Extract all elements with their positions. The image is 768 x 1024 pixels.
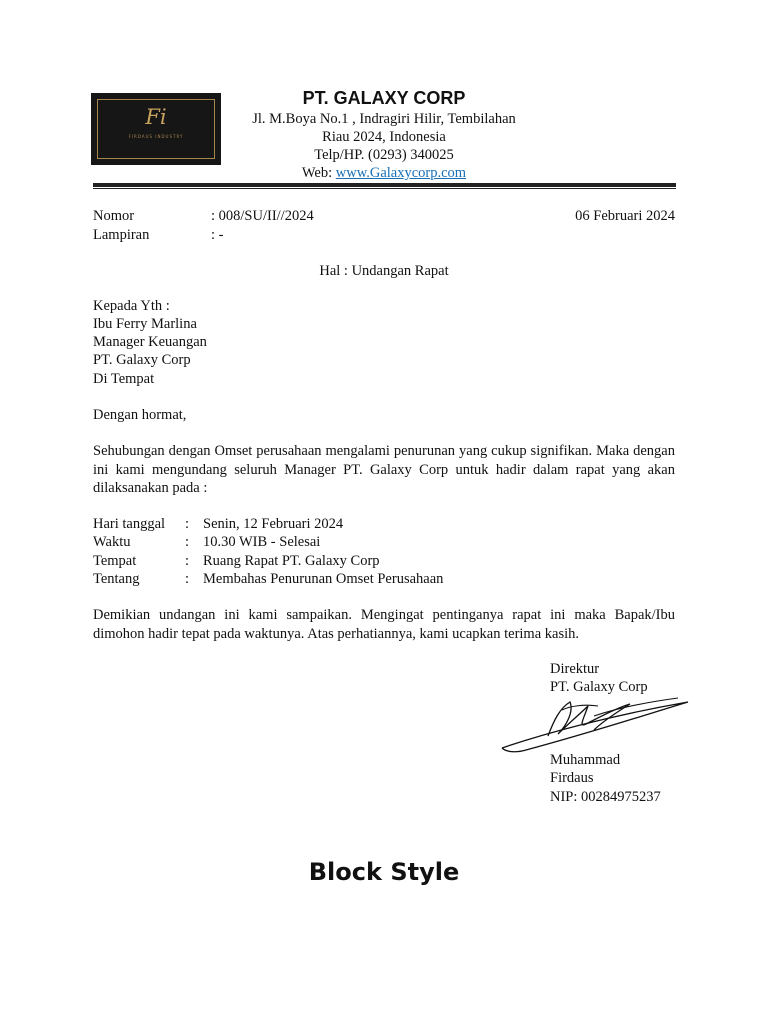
lampiran-label: Lampiran [93,227,150,243]
company-logo [91,93,221,165]
closing-paragraph: Demikian undangan ini kami sampaikan. Mengingat pentinganya rapat ini maka Bapak/Ibu dimohon hadir tepat pada waktunya. Atas perhatiannya, kami ucapkan terima kasih. [93,607,675,642]
letter-date: 06 Februari 2024 [575,208,675,224]
address-line-2: Riau 2024, Indonesia [322,129,446,145]
company-name: PT. GALAXY CORP [302,88,466,108]
detail-separator: : [185,553,190,569]
subject-line: Hal : Undangan Rapat [319,263,449,279]
page-caption: Block Style [308,858,460,886]
detail-value: Membahas Penurunan Omset Perusahaan [203,571,444,587]
detail-label: Waktu [93,534,131,550]
lampiran-value: : - [211,227,224,243]
nomor-label: Nomor [93,208,135,224]
logo-initials: Fi [145,105,167,129]
detail-label: Tempat [93,553,137,569]
signatory-company: PT. Galaxy Corp [550,679,648,695]
address-line-1: Jl. M.Boya No.1 , Indragiri Hilir, Tembilahan [252,111,516,127]
recipient-line: Manager Keuangan [93,334,207,350]
detail-value: Senin, 12 Februari 2024 [203,516,344,532]
letterhead-rule-thick [93,183,676,187]
phone-line: Telp/HP. (0293) 340025 [314,147,454,163]
signatory-nip: NIP: 00284975237 [550,789,661,805]
detail-label: Tentang [93,571,140,587]
detail-separator: : [185,571,190,587]
nomor-value: : 008/SU/II//2024 [211,208,314,224]
web-line [240,164,528,183]
logo-tagline: FIRDAUS INDUSTRY [128,134,184,139]
detail-value: 10.30 WIB - Selesai [203,534,321,550]
signatory-position: Direktur [550,661,600,677]
body-paragraph-1: Sehubungan dengan Omset perusahaan mengalami penurunan yang cukup signifikan. Maka dengan ini kami mengundang seluruh Manager PT. Galaxy Corp untuk hadir dalam rapat yang akan dilaksanakan pada : [93,443,675,496]
recipient-line: Kepada Yth : [93,298,170,314]
detail-separator: : [185,516,190,532]
detail-separator: : [185,534,190,550]
greeting: Dengan hormat, [93,407,187,423]
recipient-line: Di Tempat [93,371,155,387]
web-link[interactable]: www.Galaxycorp.com [335,165,467,181]
detail-label: Hari tanggal [93,516,166,532]
letterhead-rule-thin [93,188,676,189]
signatory-name-line-1: Muhammad [550,752,621,768]
signatory-name-line-2: Firdaus [550,770,594,786]
recipient-line: PT. Galaxy Corp [93,352,191,368]
handwritten-signature [498,694,698,758]
detail-value: Ruang Rapat PT. Galaxy Corp [203,553,380,569]
recipient-line: Ibu Ferry Marlina [93,316,197,332]
web-label: Web: [301,165,336,181]
